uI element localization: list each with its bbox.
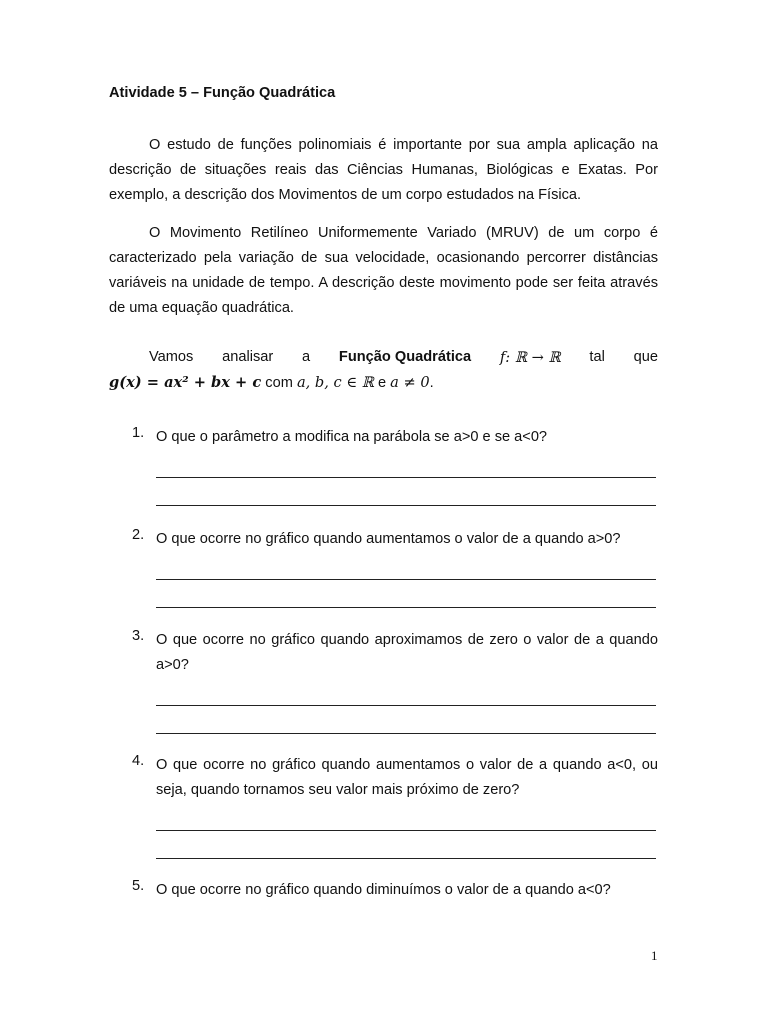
question-number: 4. — [132, 753, 145, 769]
question-text: O que ocorre no gráfico quando aumentamos o valor de a quando a>0? — [156, 531, 621, 547]
answer-line[interactable] — [156, 706, 656, 734]
answer-line[interactable] — [156, 580, 656, 608]
word: e — [377, 375, 387, 391]
question-number: 5. — [132, 878, 145, 894]
function-formula: g(x) = ax² + bx + c — [109, 374, 262, 391]
question-number: 2. — [132, 527, 145, 543]
page-number: 1 — [651, 948, 658, 963]
function-intro-paragraph — [109, 345, 658, 396]
word: a — [302, 349, 311, 365]
question-text: O que ocorre no gráfico quando diminuímos o valor de a quando a<0? — [156, 882, 611, 898]
question-3 — [109, 628, 658, 734]
intro-paragraph-1: O estudo de funções polinomiais é importante por sua ampla aplicação na descrição de situações reais das Ciências Humanas, Biológicas e Exatas. Por exemplo, a descrição dos Movimentos de um corpo estudados na Física. — [109, 137, 658, 203]
page-title: Atividade 5 – Função Quadrática — [109, 85, 336, 101]
answer-line[interactable] — [156, 831, 656, 859]
question-text: O que ocorre no gráfico quando aumentamos o valor de a quando a<0, ou seja, quando tornamos seu valor mais próximo de zero? — [156, 757, 658, 798]
function-intro-line-1 — [109, 345, 658, 370]
answer-line[interactable] — [156, 678, 656, 706]
question-number: 1. — [132, 425, 145, 441]
function-params: a, b, c ∈ ℝ — [296, 374, 374, 391]
intro-paragraph-2: O Movimento Retilíneo Uniformemente Variado (MRUV) de um corpo é caracterizado pela variação de sua velocidade, ocasionando percorrer distâncias variáveis na unidade de tempo. A descrição deste movimento pode ser feita através de uma equação quadrática. — [109, 225, 658, 316]
question-number: 3. — [132, 628, 145, 644]
question-2 — [109, 527, 658, 608]
word: analisar — [222, 349, 274, 365]
question-text: O que ocorre no gráfico quando aproximamos de zero o valor de a quando a>0? — [156, 632, 658, 673]
question-1 — [109, 425, 658, 506]
function-domain: f: ℝ → ℝ — [499, 349, 561, 366]
question-5 — [109, 878, 658, 903]
function-intro-line-2 — [109, 370, 658, 396]
word: que — [633, 349, 658, 365]
answer-line[interactable] — [156, 803, 656, 831]
function-condition: a ≠ 0 — [390, 374, 430, 391]
word: tal — [589, 349, 605, 365]
word: Vamos — [149, 349, 194, 365]
word: com — [265, 375, 293, 391]
question-4 — [109, 753, 658, 859]
question-text: O que o parâmetro a modifica na parábola se a>0 e se a<0? — [156, 429, 548, 445]
period: . — [429, 375, 434, 391]
answer-line[interactable] — [156, 450, 656, 478]
answer-line[interactable] — [156, 552, 656, 580]
function-name-bold: Função Quadrática — [338, 349, 472, 365]
answer-line[interactable] — [156, 478, 656, 506]
